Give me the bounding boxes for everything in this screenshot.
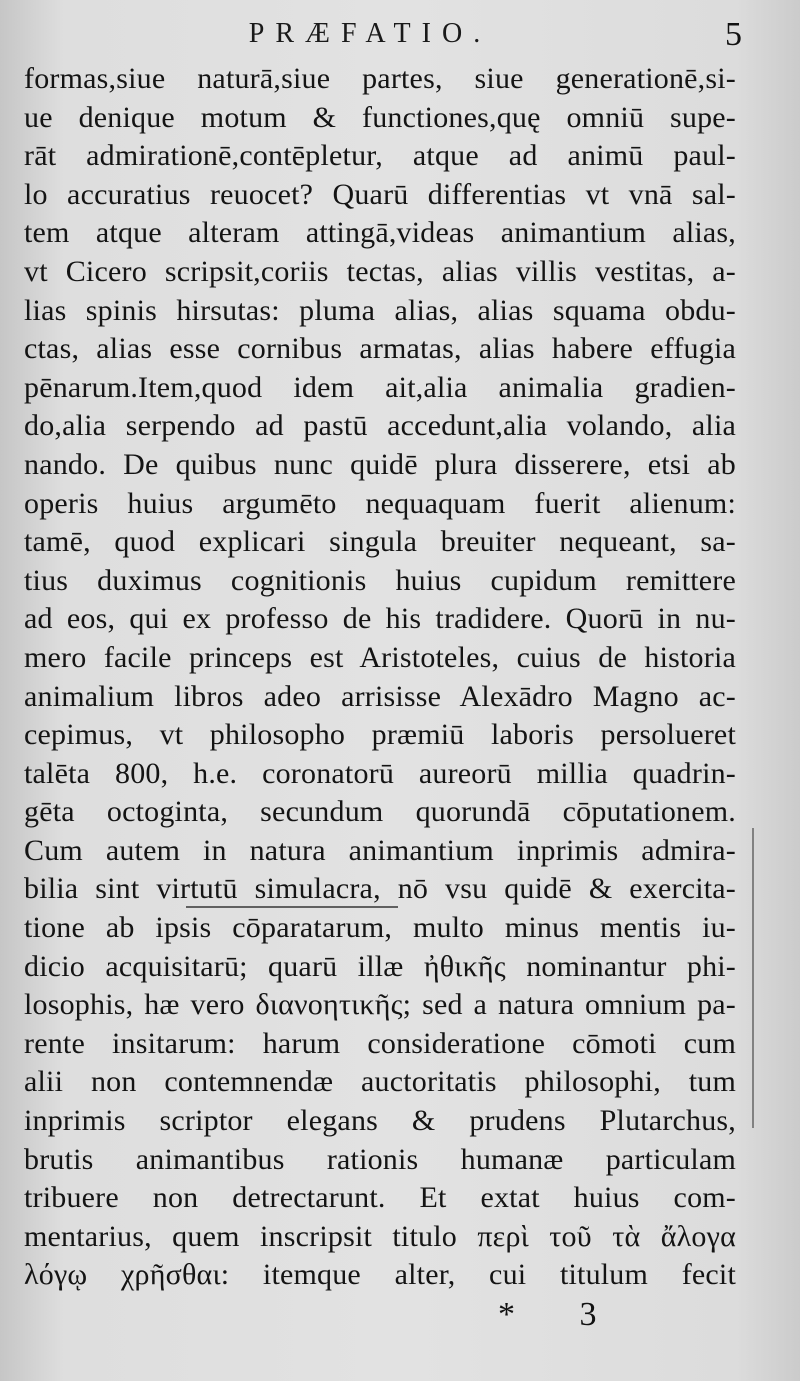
text-line: mentarius, quem inscripsit titulo περὶ τοῦ τὰ ἄλογα: [24, 1219, 736, 1253]
text-line: lo accuratius reuocet? Quarū differentias vt vnā sal-: [24, 177, 736, 211]
text-line: λόγῳ χρῆσθαι: itemque alter, cui titulum fecit: [24, 1258, 736, 1292]
text-line: lias spinis hirsutas: pluma alias, alias squama obdu-: [24, 293, 736, 327]
margin-rule: [752, 828, 754, 1128]
text-line: operis huius argumēto nequaquam fuerit alienum:: [24, 486, 736, 520]
body-text: [24, 60, 736, 1295]
text-line: formas,siue naturā,siue partes, siue generationē,si-: [24, 62, 736, 95]
text-line: vt Cicero scripsit,coriis tectas, alias villis vestitas, a-: [24, 254, 736, 288]
underline-mark: [186, 906, 398, 908]
text-line: ctas, alias esse cornibus armatas, alias habere effugia: [24, 332, 736, 366]
text-line: bilia sint virtutū simulacra, nō vsu quidē & exercita-: [24, 872, 736, 906]
text-line: rente insitarum: harum consideratione cōmoti cum: [24, 1026, 736, 1060]
text-line: gēta octoginta, secundum quorundā cōputationem.: [24, 795, 736, 829]
text-line: tione ab ipsis cōparatarum, multo minus mentis iu-: [24, 911, 736, 945]
text-line: mero facile princeps est Aristoteles, cuius de historia: [24, 640, 736, 674]
text-line: cepimus, vt philosopho præmiū laboris persolueret: [24, 718, 736, 752]
text-line: animalium libros adeo arrisisse Alexādro Magno ac-: [24, 679, 736, 713]
page-header: [0, 14, 800, 54]
text-line: losophis, hæ vero διανοητικῆς; sed a natura omnium pa-: [24, 988, 736, 1022]
text-line: pēnarum.Item,quod idem ait,alia animalia gradien-: [24, 370, 736, 404]
text-line: inprimis scriptor elegans & prudens Plutarchus,: [24, 1104, 736, 1138]
text-line: alii non contemnendæ auctoritatis philosophi, tum: [24, 1065, 736, 1099]
text-line: dicio acquisitarū; quarū illæ ἠθικῆς nominantur phi-: [24, 949, 736, 983]
text-line: ue denique motum & functiones,quę omniū supe-: [24, 100, 736, 134]
text-line: tius duximus cognitionis huius cupidum remittere: [24, 563, 736, 597]
text-line: tem atque alteram attingā,videas animantium alias,: [24, 216, 736, 250]
text-line: brutis animantibus rationis humanæ particulam: [24, 1142, 736, 1176]
text-line: nando. De quibus nunc quidē plura disserere, etsi ab: [24, 447, 736, 481]
text-line: talēta 800, h.e. coronatorū aureorū millia quadrin-: [24, 756, 736, 790]
text-line: Cum autem in natura animantium inprimis admira-: [24, 833, 736, 867]
signature-mark: * 3: [498, 1296, 625, 1333]
text-line: rāt admirationē,contēpletur, atque ad animū paul-: [24, 139, 736, 173]
text-line: tamē, quod explicari singula breuiter nequeant, sa-: [24, 525, 736, 559]
running-head: PRÆFATIO.: [248, 18, 492, 49]
text-line: tribuere non detrectarunt. Et extat huius com-: [24, 1181, 736, 1215]
page-number: 5: [725, 16, 742, 53]
text-line: ad eos, qui ex professo de his tradidere. Quorū in nu-: [24, 602, 736, 636]
text-line: do,alia serpendo ad pastū accedunt,alia volando, alia: [24, 409, 736, 443]
